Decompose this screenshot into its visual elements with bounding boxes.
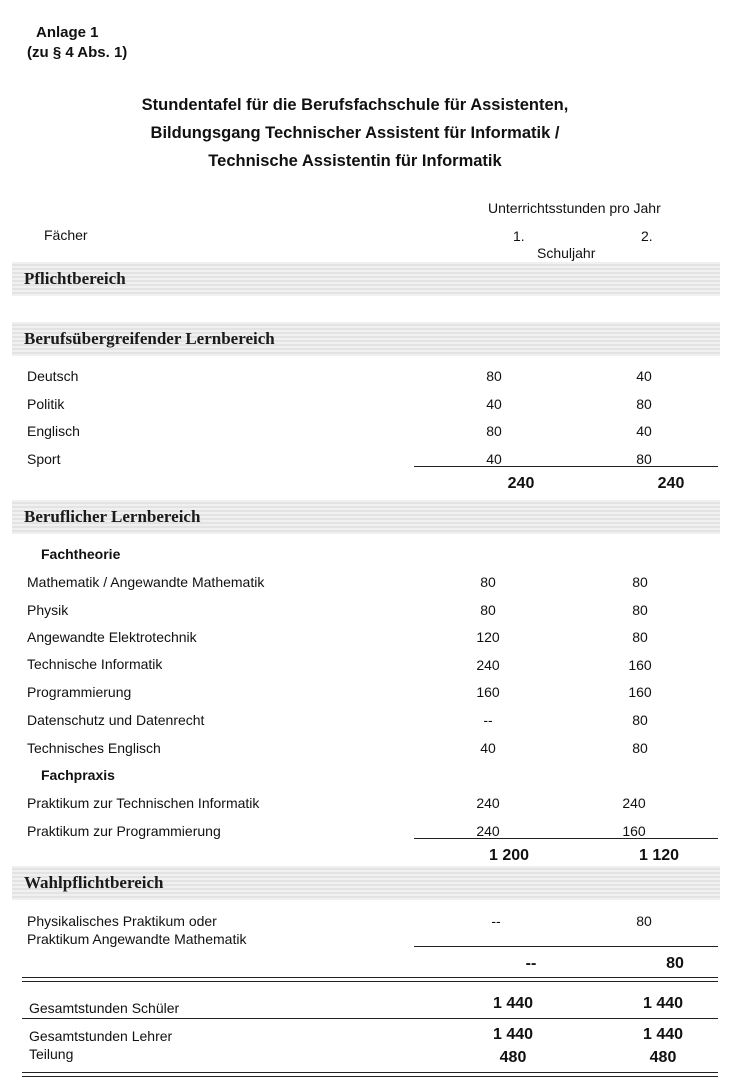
subject-name: Technisches Englisch — [27, 740, 161, 756]
subject-name: Politik — [27, 396, 65, 412]
subtotal-rule — [414, 838, 718, 839]
subject-name: Physik — [27, 602, 69, 618]
division-year1: 480 — [499, 1049, 527, 1066]
hours-year1: -- — [483, 712, 493, 728]
hours-year1: 240 — [476, 795, 500, 811]
subject-name: Programmierung — [27, 684, 132, 700]
hours-year2: 80 — [632, 712, 648, 728]
hours-year1: 160 — [476, 684, 500, 700]
hours-per-year-label: Unterrichtsstunden pro Jahr — [488, 200, 661, 216]
hours-year2: 80 — [636, 396, 652, 412]
annex-label: Anlage 1 — [36, 24, 99, 41]
hours-year1: 40 — [486, 451, 502, 467]
subject-name: Praktikum zur Programmierung — [27, 823, 221, 839]
subject-name: Technische Informatik — [27, 656, 163, 672]
hours-year1: 40 — [486, 396, 502, 412]
hours-year2: 80 — [632, 574, 648, 590]
hours-year2: 160 — [622, 823, 646, 839]
elective-subtotal-year1: -- — [525, 955, 537, 972]
subject-name: Datenschutz und Datenrecht — [27, 712, 205, 728]
total-teachers-label: Gesamtstunden Lehrer — [29, 1028, 173, 1044]
document-title-line1: Stundentafel für die Berufsfachschule für Assistenten, — [141, 96, 569, 114]
subject-name: Deutsch — [27, 368, 79, 384]
hours-year2: 160 — [628, 657, 652, 673]
hours-year2: 80 — [632, 629, 648, 645]
hours-year2: 80 — [632, 740, 648, 756]
subject-name: Mathematik / Angewandte Mathematik — [27, 574, 265, 590]
subject-name: Praktikum zur Technischen Informatik — [27, 795, 260, 811]
section-pflichtbereich: Pflichtbereich — [24, 269, 126, 288]
hours-year1: 240 — [476, 823, 500, 839]
document-title-line2: Bildungsgang Technischer Assistent für Informatik / — [150, 124, 560, 142]
hours-year2: 40 — [636, 423, 652, 439]
schooljahr-header: Schuljahr — [537, 245, 596, 261]
elective-year2: 80 — [636, 913, 652, 929]
document-title-line3: Technische Assistentin für Informatik — [208, 152, 502, 170]
subtotal-year1: 240 — [507, 475, 535, 492]
totals-rule — [22, 1018, 718, 1019]
subject-name: Englisch — [27, 423, 80, 439]
hours-year1: 40 — [480, 740, 496, 756]
hours-year1: 80 — [480, 602, 496, 618]
hours-year1: 80 — [480, 574, 496, 590]
hours-year2: 80 — [632, 602, 648, 618]
total-students-year1: 1 440 — [492, 995, 534, 1012]
elective-line2: Praktikum Angewandte Mathematik — [27, 931, 247, 947]
hours-year2: 80 — [636, 451, 652, 467]
total-students-year2: 1 440 — [642, 995, 684, 1012]
hours-year2: 40 — [636, 368, 652, 384]
paragraph-reference: (zu § 4 Abs. 1) — [27, 44, 128, 61]
subject-name: Angewandte Elektrotechnik — [27, 629, 197, 645]
subtotal-year2: 240 — [657, 475, 685, 492]
division-year2: 480 — [649, 1049, 677, 1066]
hours-year1: 240 — [476, 657, 500, 673]
subtotal-year2: 1 120 — [638, 847, 680, 864]
subtotal-year1: 1 200 — [488, 847, 530, 864]
section-beruflich: Beruflicher Lernbereich — [24, 507, 201, 526]
hours-year1: 120 — [476, 629, 500, 645]
total-teachers-year2: 1 440 — [642, 1026, 684, 1043]
hours-year1: 80 — [486, 423, 502, 439]
total-double-rule — [22, 977, 718, 982]
subjects-column-header: Fächer — [44, 227, 88, 243]
subtotal-rule — [414, 466, 718, 467]
total-teachers-year1: 1 440 — [492, 1026, 534, 1043]
total-students-label: Gesamtstunden Schüler — [29, 1000, 180, 1016]
year1-header: 1. — [513, 228, 525, 244]
division-label: Teilung — [29, 1046, 74, 1062]
section-uebergreifend: Berufsübergreifender Lernbereich — [24, 329, 275, 348]
elective-subtotal-year2: 80 — [666, 955, 684, 972]
section-wahlpflicht: Wahlpflichtbereich — [24, 873, 164, 892]
hours-year2: 160 — [628, 684, 652, 700]
subsection-fachtheorie: Fachtheorie — [41, 546, 121, 562]
hours-year1: 80 — [486, 368, 502, 384]
elective-line1: Physikalisches Praktikum oder — [27, 913, 217, 929]
elective-year1: -- — [491, 913, 501, 929]
subject-name: Sport — [27, 451, 61, 467]
subsection-fachpraxis: Fachpraxis — [41, 767, 115, 783]
year2-header: 2. — [641, 228, 653, 244]
hours-year2: 240 — [622, 795, 646, 811]
subtotal-rule — [414, 946, 718, 947]
bottom-double-rule — [22, 1072, 718, 1077]
